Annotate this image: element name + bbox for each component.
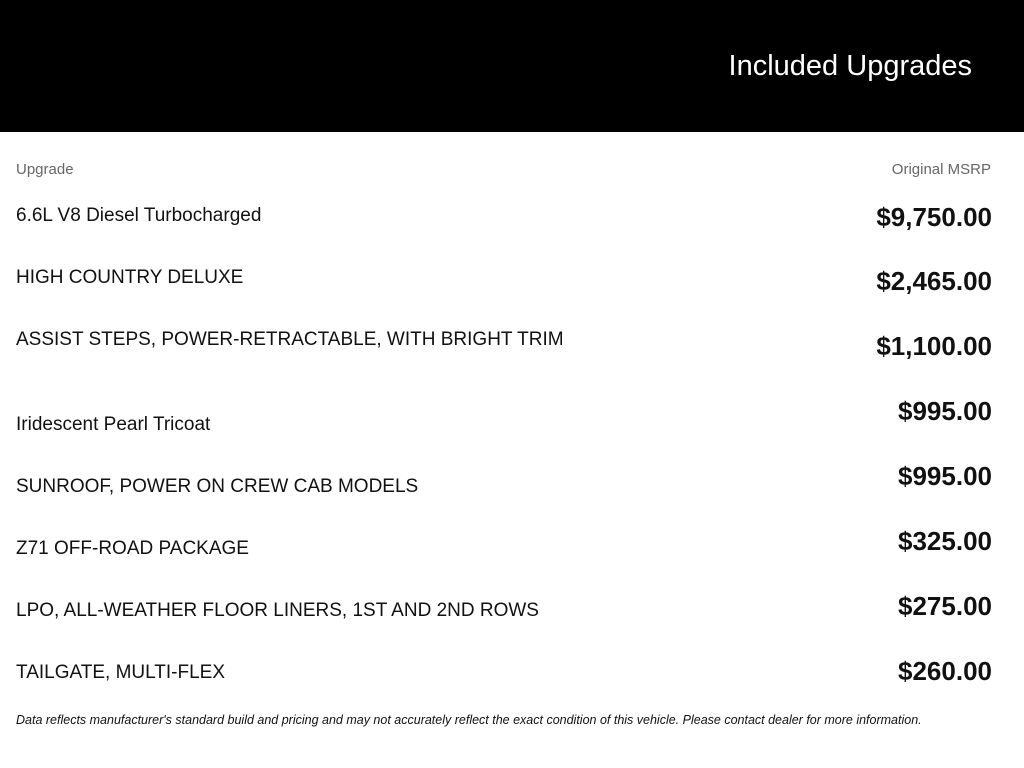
column-header-upgrade: Upgrade [16,161,74,178]
table-row [0,262,1024,324]
upgrade-price: $9,750.00 [876,202,992,232]
upgrade-price: $325.00 [898,526,992,556]
upgrade-price: $1,100.00 [876,331,992,361]
upgrade-name: TAILGATE, MULTI-FLEX [16,662,226,683]
table-row [0,448,1024,510]
disclaimer-text: Data reflects manufacturer's standard build and pricing and may not accurately reflect the exact condition of this vehicle. Please contact dealer for more information. [16,713,922,727]
upgrade-name: HIGH COUNTRY DELUXE [16,267,244,288]
column-header-msrp: Original MSRP [891,161,991,178]
upgrade-price: $2,465.00 [876,266,992,296]
upgrade-price: $995.00 [898,396,992,426]
table-row [0,324,1024,386]
table-row [0,386,1024,448]
table-row [0,634,1024,696]
header-banner [0,0,1024,132]
upgrade-price: $260.00 [898,656,992,686]
upgrade-name: 6.6L V8 Diesel Turbocharged [16,205,262,226]
table-row [0,572,1024,634]
upgrade-name: Z71 OFF-ROAD PACKAGE [16,538,249,559]
upgrade-price: $995.00 [898,461,992,491]
table-row [0,510,1024,572]
upgrade-name: SUNROOF, POWER ON CREW CAB MODELS [16,476,419,497]
upgrade-name: ASSIST STEPS, POWER-RETRACTABLE, WITH BRIGHT TRIM [16,329,564,350]
upgrade-name: LPO, ALL-WEATHER FLOOR LINERS, 1ST AND 2ND ROWS [16,600,539,621]
upgrade-price: $275.00 [898,591,992,621]
page-title: Included Upgrades [728,50,972,82]
table-row [0,200,1024,262]
upgrade-name: Iridescent Pearl Tricoat [16,414,211,435]
